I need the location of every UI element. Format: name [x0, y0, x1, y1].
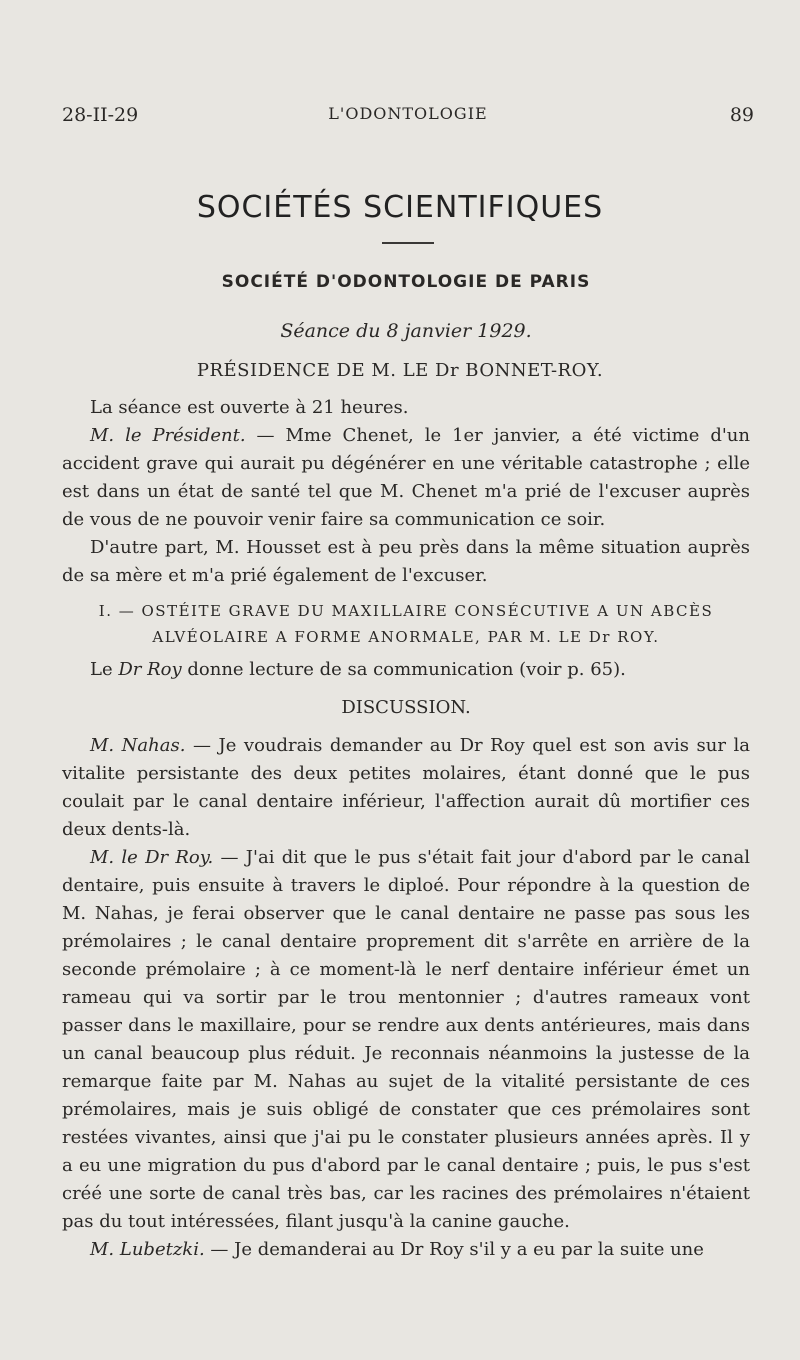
paragraph-lubetzki [62, 1236, 750, 1264]
page-number: 89 [729, 104, 754, 126]
issue-date: 28-II-29 [62, 104, 139, 126]
paragraph-nahas [62, 732, 750, 844]
paragraph-roy [62, 844, 750, 1236]
paragraph-president [62, 422, 750, 534]
seance-date: Séance du 8 janvier 1929. [280, 320, 532, 342]
communication-title-line-2: ALVÉOLAIRE A FORME ANORMALE, PAR M. LE Dr ROY. [152, 628, 660, 646]
speaker-name: Dr Roy [118, 659, 182, 680]
article-body [62, 394, 750, 1264]
paragraph-text: donne lecture de sa communication (voir p. 65). [181, 659, 626, 680]
paragraph-text: — Je demanderai au Dr Roy s'il y a eu par la suite une [204, 1239, 704, 1260]
title-divider [382, 242, 434, 244]
paragraph-housset: D'autre part, M. Housset est à peu près dans la même situation auprès de sa mère et m'a prié également de l'excuser. [62, 537, 750, 586]
speaker-name: M. le Président. [90, 425, 246, 446]
society-heading: SOCIÉTÉ D'ODONTOLOGIE DE PARIS [221, 272, 591, 292]
presidence-line: PRÉSIDENCE DE M. LE Dr BONNET-ROY. [196, 360, 604, 381]
speaker-name: M. le Dr Roy. [90, 847, 214, 868]
speaker-name: M. Nahas. [90, 735, 186, 756]
communication-title-line-1: I. — OSTÉITE GRAVE DU MAXILLAIRE CONSÉCUTIVE A UN ABCÈS [98, 602, 714, 620]
communication-title [62, 598, 750, 650]
paragraph-opening: La séance est ouverte à 21 heures. [90, 397, 409, 418]
paragraph-prefix: Le [90, 659, 119, 680]
paragraph-text: — Mme Chenet, le 1er janvier, a été victime d'un accident grave qui aurait pu dégénérer en une véritable catastrophe ; elle est dans un état de santé tel que M. Chenet m'a prié de l'excuser auprès de vous de ne pouvoir venir faire sa communication ce soir. [62, 425, 750, 530]
speaker-name: M. Lubetzki. [90, 1239, 205, 1260]
paragraph-lecture [62, 656, 750, 684]
section-title: SOCIÉTÉS SCIENTIFIQUES [196, 190, 604, 225]
paragraph-text: — Je voudrais demander au Dr Roy quel est son avis sur la vitalite persistante des deux petites molaires, étant donné que le pus coulait par le canal dentaire inférieur, l'affection aurait dû mortifier ces deux dents-là. [62, 735, 750, 840]
journal-title: L'ODONTOLOGIE [328, 104, 488, 123]
paragraph-text: — J'ai dit que le pus s'était fait jour d'abord par le canal dentaire, puis ensuite à travers le diploé. Pour répondre à la question de M. Nahas, je ferai observer que le canal dentaire ne passe pas sous les prémolaires ; le canal dentaire proprement dit s'arrête en arrière de la seconde prémolaire ; à ce moment-là le nerf dentaire inférieur émet un rameau qui va sortir par le trou mentonnier ; d'autres rameaux vont passer dans le maxillaire, pour se rendre aux dents antérieures, mais dans un canal beaucoup plus réduit. Je reconnais néanmoins la justesse de la remarque faite par M. Nahas au sujet de la vitalité persistante de ces prémolaires, mais je suis obligé de constater que ces prémolaires sont restées vivantes, ainsi que j'ai pu le constater plusieurs années après. Il y a eu une migration du pus d'abord par le canal dentaire ; puis, le pus s'est créé une sorte de canal très bas, car les racines des prémolaires n'étaient pas du tout intéressées, filant jusqu'à la canine gauche. [62, 847, 751, 1232]
discussion-heading: DISCUSSION. [341, 697, 471, 718]
running-head [62, 104, 754, 132]
